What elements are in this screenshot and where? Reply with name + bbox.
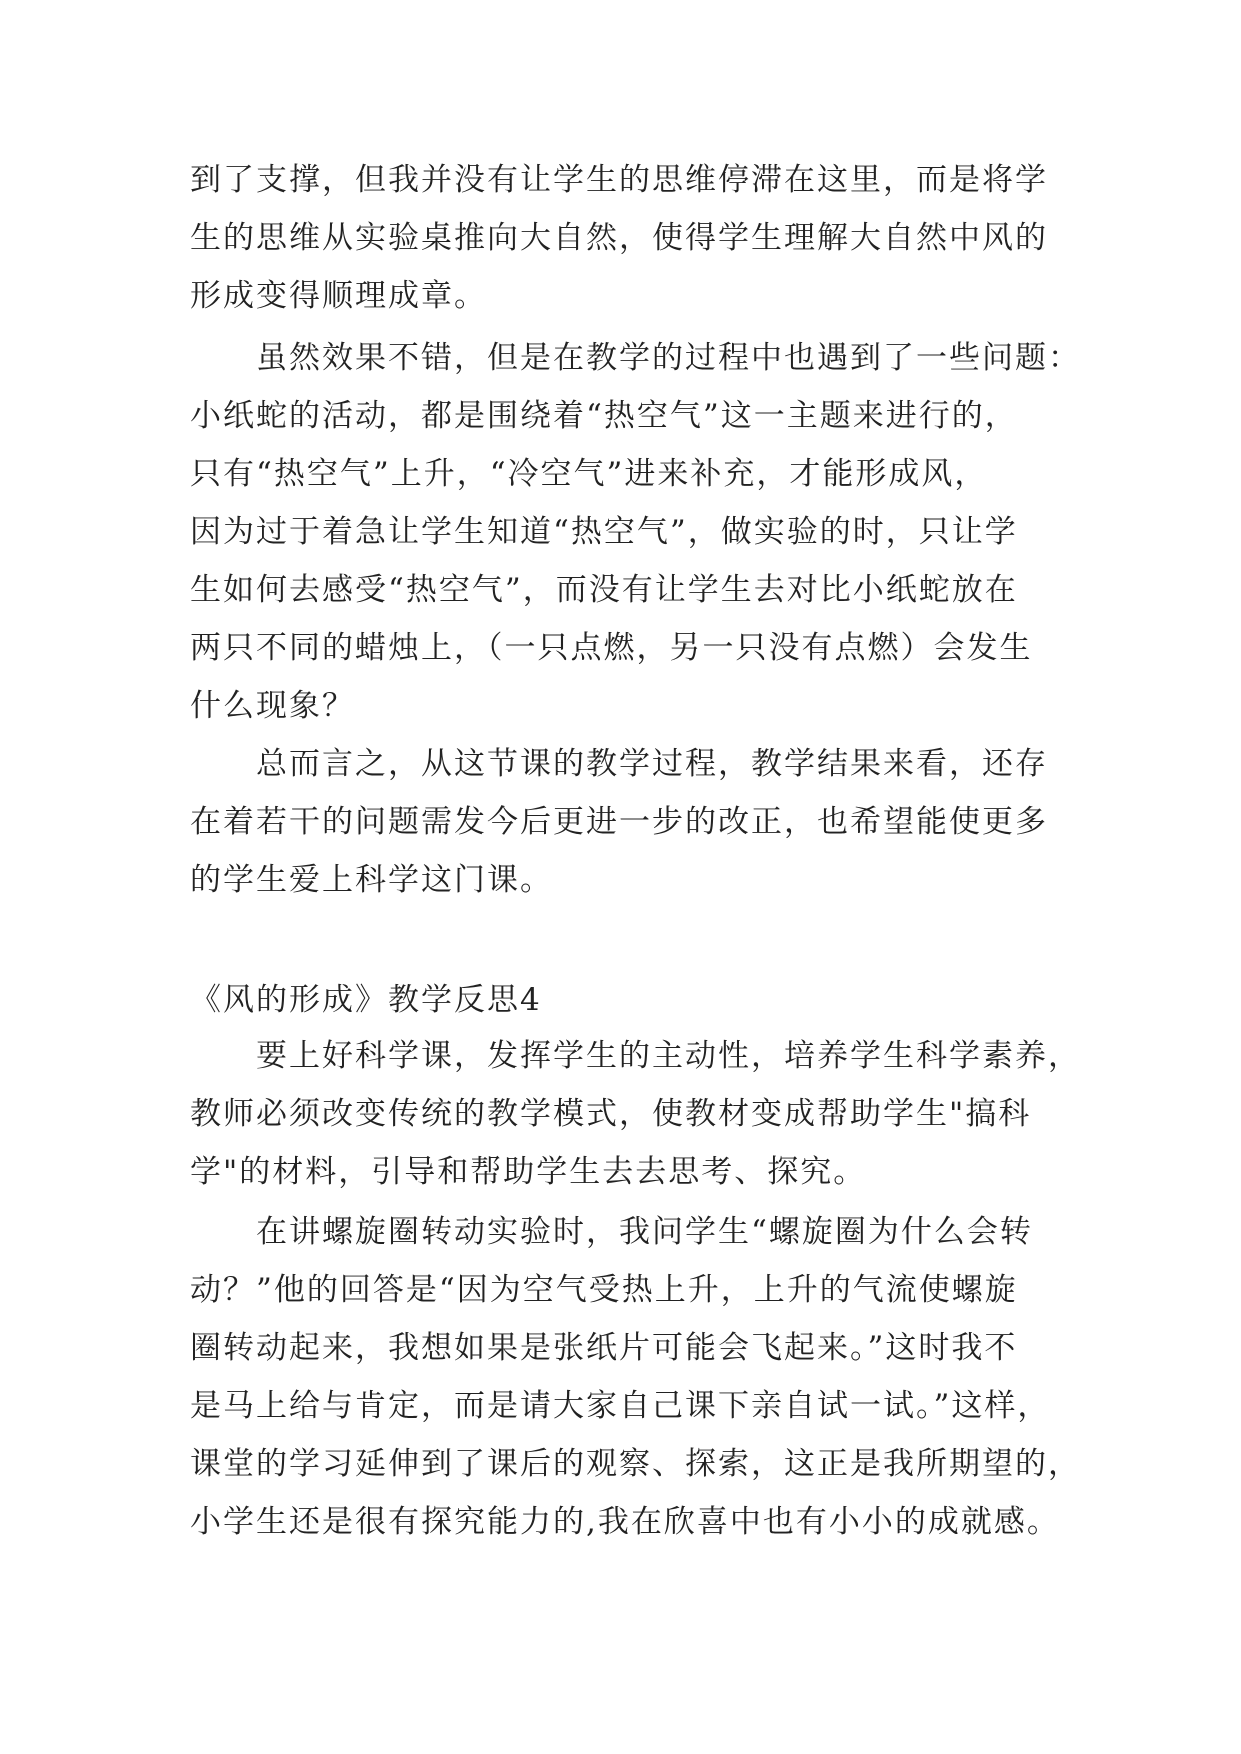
paragraph-line: 课堂的学习延伸到了课后的观察、探索，这正是我所期望的，	[190, 1446, 1081, 1482]
paragraph-line: 生的思维从实验桌推向大自然，使得学生理解大自然中风的	[190, 220, 1048, 256]
paragraph-line: 两只不同的蜡烛上，（一只点燃，另一只没有点燃）会发生	[190, 630, 1033, 666]
paragraph-line: 在着若干的问题需发今后更进一步的改正，也希望能使更多	[190, 804, 1048, 840]
paragraph-line: 因为过于着急让学生知道“热空气”，做实验的时，只让学	[190, 514, 1018, 550]
paragraph-line: 到了支撑，但我并没有让学生的思维停滞在这里，而是将学	[190, 162, 1048, 198]
paragraph-line: 的学生爱上科学这门课。	[190, 862, 553, 898]
paragraph-line: 圈转动起来，我想如果是张纸片可能会飞起来。”这时我不	[190, 1330, 1018, 1366]
paragraph-line: 学"的材料，引导和帮助学生去去思考、探究。	[190, 1154, 867, 1190]
paragraph-line: 只有“热空气”上升，“冷空气”进来补充，才能形成风，	[190, 456, 988, 492]
paragraph-line: 小纸蛇的活动，都是围绕着“热空气”这一主题来进行的，	[190, 398, 1018, 434]
paragraph-line: 在讲螺旋圈转动实验时，我问学生“螺旋圈为什么会转	[256, 1214, 1033, 1250]
paragraph-line: 生如何去感受“热空气”，而没有让学生去对比小纸蛇放在	[190, 572, 1018, 608]
paragraph-line: 要上好科学课，发挥学生的主动性，培养学生科学素养，	[256, 1038, 1081, 1074]
paragraph-line: 动？”他的回答是“因为空气受热上升，上升的气流使螺旋	[190, 1272, 1018, 1308]
paragraph-line: 总而言之，从这节课的教学过程，教学结果来看，还存	[256, 746, 1048, 782]
paragraph-line: 小学生还是很有探究能力的,我在欣喜中也有小小的成就感。	[190, 1504, 1060, 1540]
section-heading: 《风的形成》教学反思4	[190, 982, 542, 1018]
paragraph-line: 形成变得顺理成章。	[190, 278, 487, 314]
paragraph-line: 是马上给与肯定，而是请大家自己课下亲自试一试。”这样，	[190, 1388, 1051, 1424]
paragraph-line: 教师必须改变传统的教学模式，使教材变成帮助学生"搞科	[190, 1096, 1032, 1132]
paragraph-line: 什么现象？	[190, 688, 355, 724]
paragraph-line: 虽然效果不错，但是在教学的过程中也遇到了一些问题：	[256, 340, 1081, 376]
